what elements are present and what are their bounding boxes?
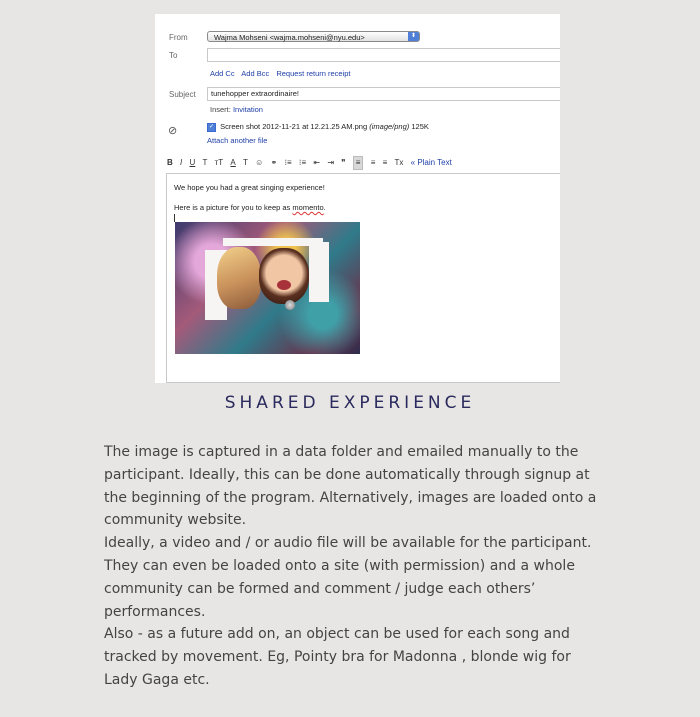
from-label: From [169, 33, 188, 42]
highlight-button[interactable]: T [243, 158, 248, 167]
from-value: Wajma Mohseni <wajma.mohseni@nyu.edu> [214, 33, 365, 42]
to-field[interactable] [207, 48, 560, 62]
attachment-row [207, 122, 429, 132]
attachment-size: 125K [411, 122, 429, 131]
bold-button[interactable]: B [167, 158, 173, 167]
section-heading: SHARED EXPERIENCE [224, 393, 476, 413]
subject-field[interactable]: tunehopper extraordinaire! [207, 87, 560, 101]
body-line-2-end: . [323, 203, 326, 212]
plain-text-link[interactable]: « Plain Text [410, 158, 452, 167]
bullet-list-icon[interactable]: ⁝≡ [298, 158, 307, 167]
select-arrow-icon: ⬍ [408, 32, 419, 41]
body-line-2 [174, 203, 326, 212]
align-center-icon[interactable]: ≡ [370, 158, 376, 167]
format-toolbar [167, 155, 560, 171]
to-label: To [169, 51, 178, 60]
attachment-name: Screen shot 2012-11-21 at 12.21.25 AM.png [220, 122, 368, 131]
underline-button[interactable]: U [189, 158, 196, 167]
font-button[interactable]: T [202, 158, 208, 167]
singer-left [217, 247, 261, 309]
body-line-1: We hope you had a great singing experience! [174, 183, 325, 192]
align-left-icon[interactable]: ≡ [353, 156, 364, 170]
remove-format-icon[interactable]: Tx [394, 158, 404, 167]
italic-button[interactable]: I [180, 158, 183, 167]
singer-mouth [277, 280, 291, 290]
photo-panel [309, 242, 329, 302]
photo-panel [223, 238, 323, 246]
insert-invitation-link[interactable]: Invitation [232, 105, 263, 114]
singer-right [259, 248, 309, 304]
subject-label: Subject [169, 90, 196, 99]
emoji-icon[interactable]: ☺ [255, 158, 264, 167]
insert-row [210, 105, 263, 114]
message-body-editor[interactable] [166, 173, 560, 383]
from-select[interactable] [207, 31, 420, 42]
karaoke-photo [175, 222, 360, 354]
paperclip-icon: ⊘ [168, 125, 178, 137]
attachment-type: (image/png) [369, 122, 410, 131]
link-icon[interactable]: ⚭ [270, 158, 278, 167]
outdent-icon[interactable]: ⇤ [313, 158, 321, 167]
request-receipt-link[interactable]: Request return receipt [276, 69, 351, 78]
add-bcc-link[interactable]: Add Bcc [241, 69, 270, 78]
attachment-checkbox[interactable]: ✓ [208, 123, 215, 130]
insert-label: Insert: [210, 105, 231, 114]
microphone [285, 300, 295, 310]
paragraph-1: The image is captured in a data folder and emailed manually to the participant. Ideally, this can be done automatically through signup at the beginning of the program. Alternatively, images are loaded onto a community website. [104, 444, 597, 529]
email-compose-screenshot [155, 14, 560, 383]
numbered-list-icon[interactable]: ⁝≡ [284, 158, 292, 167]
add-cc-link[interactable]: Add Cc [210, 69, 235, 78]
text-color-button[interactable]: A [230, 158, 236, 167]
paragraph-2: Ideally, a video and / or audio file will be available for the participant. They can even be loaded onto a site (with permission) and a whole community can be formed and comment / judge each others’ performances. [104, 535, 592, 620]
body-text [104, 441, 604, 692]
indent-icon[interactable]: ⇥ [327, 158, 335, 167]
quote-icon[interactable]: ❞ [341, 158, 346, 167]
text-caret [174, 214, 175, 222]
attach-another-link[interactable]: Attach another file [207, 136, 268, 145]
align-right-icon[interactable]: ≡ [382, 158, 388, 167]
paragraph-3: Also - as a future add on, an object can be used for each song and tracked by movement. Eg, Pointy bra for Madonna , blonde wig for Lady Gaga etc. [104, 626, 571, 688]
recipient-options [210, 69, 356, 78]
misspelled-word: momento [292, 203, 324, 212]
font-size-button[interactable]: тT [214, 158, 224, 167]
body-line-2-start: Here is a picture for you to keep as [174, 203, 293, 212]
